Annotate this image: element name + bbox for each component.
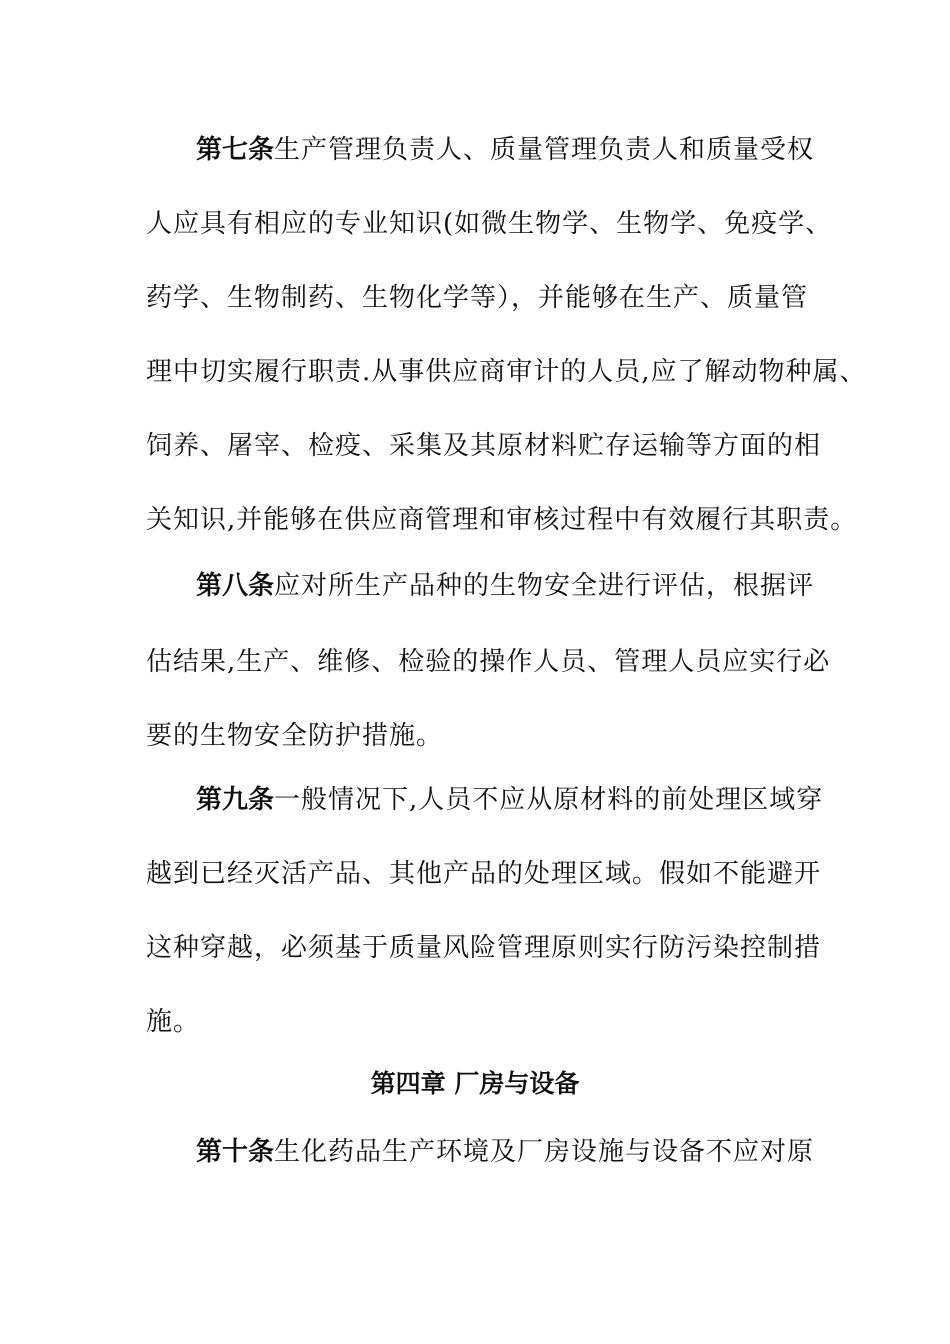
article-7-line-5: 饲养、屠宰、检疫、采集及其原材料贮存运输等方面的相 (146, 431, 822, 461)
article-8-line-2: 估结果,生产、维修、检验的操作人员、管理人员应实行必 (146, 647, 831, 677)
article-7-text: 生产管理负责人、质量管理负责人和质量受权 (274, 135, 815, 165)
article-7-line-4: 理中切实履行职责.从事供应商审计的人员,应了解动物种属、 (146, 357, 867, 387)
article-9-line-3: 这种穿越，必须基于质量风险管理原则实行防污染控制措 (146, 933, 822, 963)
article-9-line-4: 施。 (146, 1007, 201, 1037)
article-9-line-1 (196, 783, 823, 817)
article-10-text: 生化药品生产环境及厂房设施与设备不应对原 (274, 1137, 815, 1167)
article-7-line-2: 人应具有相应的专业知识(如微生物学、生物学、免疫学、 (146, 209, 833, 239)
article-9-line-2: 越到已经灭活产品、其他产品的处理区域。假如不能避开 (146, 859, 822, 889)
article-9-label: 第九条 (196, 785, 275, 815)
article-10-label: 第十条 (196, 1137, 275, 1167)
article-7-label: 第七条 (196, 135, 275, 165)
article-10-line-1 (196, 1135, 814, 1169)
chapter-heading: 第四章 厂房与设备 (370, 1069, 580, 1098)
article-7-line-6: 关知识,并能够在供应商管理和审核过程中有效履行其职责。 (146, 505, 858, 535)
article-7-line-3: 药学、生物制药、生物化学等），并能够在生产、质量管 (146, 283, 809, 313)
article-9-text: 一般情况下,人员不应从原材料的前处理区域穿 (274, 785, 824, 815)
article-8-line-1 (196, 569, 814, 603)
article-8-text: 应对所生产品种的生物安全进行评估，根据评 (274, 571, 815, 601)
article-7-line-1 (196, 133, 814, 167)
article-8-line-3: 要的生物安全防护措施。 (146, 721, 444, 751)
article-8-label: 第八条 (196, 571, 275, 601)
